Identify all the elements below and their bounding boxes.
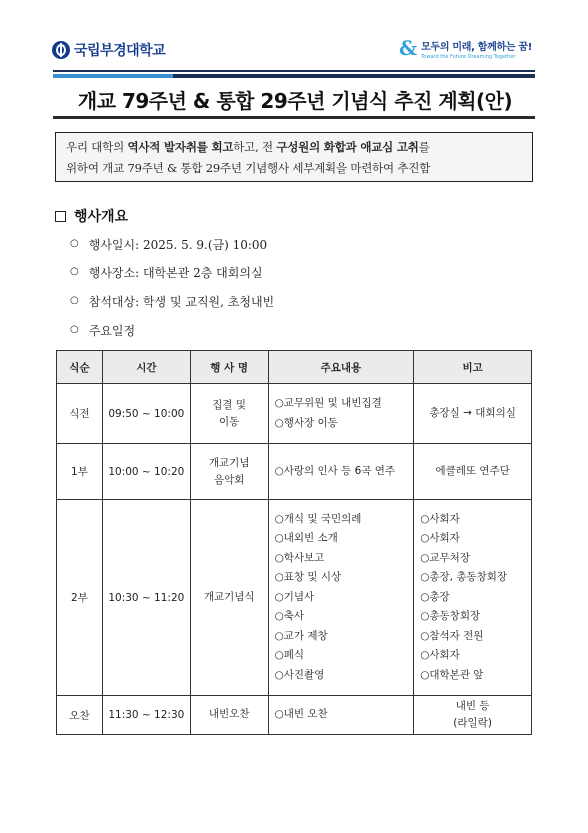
header-content: 주요내용 [268,351,414,384]
square-bullet-icon [55,211,66,222]
summary-text: 를 [418,140,430,154]
cell-content-line: ○표창 및 시상 [274,571,342,584]
circle-bullet-icon: ○ [70,266,79,277]
cell-content-line: ○내외빈 소개 [274,532,338,545]
cell-time: 11:30 ~ 12:30 [102,696,190,735]
summary-emphasis: 역사적 발자취를 회고 [127,140,234,154]
cell-content-line: ○기념사 [274,590,315,603]
cell-content-line: ○폐식 [274,649,305,662]
header-order: 식순 [57,351,103,384]
header-divider-accent [53,74,173,78]
cell-content-line: ○교가 제창 [274,629,328,642]
cell-note-line: ○참석자 전원 [420,629,484,642]
circle-bullet-icon: ○ [70,295,79,306]
cell-content-line: ○내빈 오찬 [274,708,328,721]
cell-content-line: ○사진촬영 [274,668,325,681]
schedule-table [56,350,532,735]
table-row [57,696,532,735]
cell-note-line: ○사회자 [420,512,460,525]
cell-note-line: ○총장, 총동창회장 [420,571,508,584]
slogan-sub: Toward the Future Dreaming Together [421,54,516,60]
ampersand-emblem-icon: & [399,36,418,60]
summary-text: 우리 대학의 [66,140,128,154]
circle-bullet-icon: ○ [70,324,79,335]
cell-note [414,384,532,444]
cell-content-line: ○교무위원 및 내빈집결 [274,397,382,409]
cell-time: 10:30 ~ 11:20 [102,500,190,696]
header-divider-thin [53,70,535,72]
cell-content-line: ○행사장 이동 [274,416,338,429]
circle-bullet-icon: ○ [70,238,79,249]
bullet-schedule: 주요일정 [88,324,136,338]
table-row [57,500,532,696]
cell-note-line: 총장실 → 대회의실 [429,406,516,419]
cell-event [190,500,268,696]
cell-note [414,500,532,696]
cell-content [268,444,414,500]
summary-emphasis: 구성원의 화합과 애교심 고취 [276,140,419,154]
table-header-row [57,351,532,384]
cell-content-line: ○사랑의 인사 등 6곡 연주 [274,464,396,477]
cell-event-line: 내빈오찬 [208,708,250,721]
summary-line-1 [66,137,522,158]
cell-content-line: ○개식 및 국민의례 [274,512,362,525]
university-logo [52,40,165,60]
cell-content [268,384,414,444]
slogan-main: 모두의 미래, 함께하는 꿈! [421,42,532,53]
cell-event [190,384,268,444]
cell-event-line: 이동 [219,415,240,428]
cell-order: 2부 [57,500,103,696]
cell-event-line: 개교기념식 [203,590,255,603]
summary-line-2: 위하여 개교 79주년 & 통합 29주년 기념행사 세부계획을 마련하여 추진함 [66,161,431,175]
cell-note-line: 내빈 등 [455,700,490,712]
bullet-date: 행사일시: 2025. 5. 9.(금) 10:00 [88,238,268,252]
bullet-attendees: 참석대상: 학생 및 교직원, 초청내빈 [88,295,275,309]
cell-content-line: ○학사보고 [274,551,325,564]
header-time: 시간 [102,351,190,384]
cell-note-line: (라일락) [453,717,492,729]
cell-event [190,444,268,500]
cell-content [268,696,414,735]
cell-note [414,696,532,735]
section-heading [55,206,128,226]
table-row [57,444,532,500]
cell-content-line: ○축사 [274,610,305,623]
list-item [70,236,267,253]
section-title: 행사개요 [74,209,129,225]
cell-event [190,696,268,735]
cell-event-line: 개교기념 [208,456,250,469]
cell-note-line: ○사회자 [420,532,460,545]
cell-time: 10:00 ~ 10:20 [102,444,190,500]
table-row [57,384,532,444]
summary-text: 하고, 전 [233,140,277,154]
list-item [70,293,274,310]
cell-note-line: 에클레또 연주단 [435,464,510,477]
cell-event-line: 집결 및 [212,398,247,411]
cell-note-line: ○교무처장 [420,551,470,564]
list-item [70,322,135,339]
university-emblem-icon [52,41,70,59]
cell-note-line: ○총장 [420,590,450,603]
university-name: 국립부경대학교 [74,43,166,59]
list-item [70,264,263,281]
cell-note-line: ○사회자 [420,649,460,662]
cell-order: 1부 [57,444,103,500]
document-title: 개교 79주년 & 통합 29주년 기념식 추진 계획(안) [77,89,513,113]
header-event: 행 사 명 [190,351,268,384]
cell-order: 오찬 [57,696,103,735]
cell-event-line: 음악회 [213,473,245,486]
header-note: 비고 [414,351,532,384]
cell-note-line: ○대학본관 앞 [420,668,484,681]
bullet-venue: 행사장소: 대학본관 2층 대회의실 [88,266,263,280]
cell-note-line: ○총동창회장 [420,610,481,623]
cell-order: 식전 [57,384,103,444]
slogan-logo [399,38,532,60]
cell-note [414,444,532,500]
title-underline [53,116,535,119]
cell-time: 09:50 ~ 10:00 [102,384,190,444]
cell-content [268,500,414,696]
summary-box [55,132,533,182]
